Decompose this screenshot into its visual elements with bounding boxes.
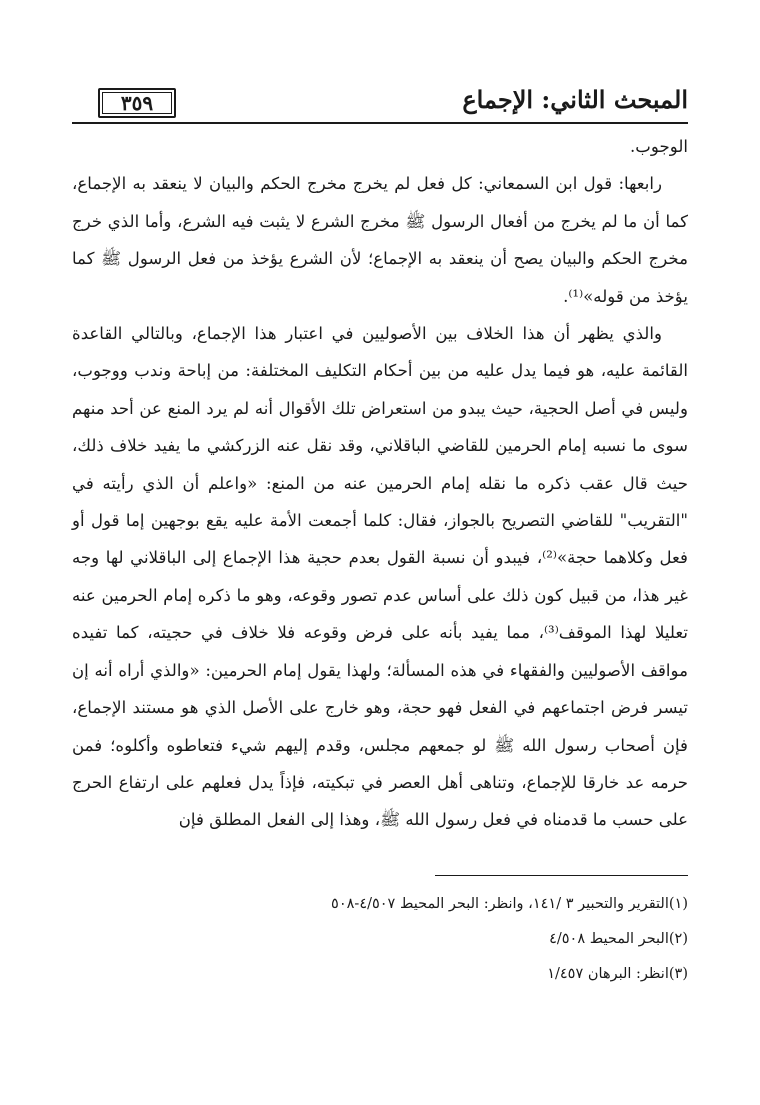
footnote-2: (٢)البحر المحيط ٤/٥٠٨: [549, 931, 688, 947]
main-text: [72, 128, 688, 839]
section-title: المبحث الثاني: الإجماع: [462, 85, 688, 114]
page-number: ٣٥٩: [98, 88, 176, 118]
footnote-divider: [435, 875, 688, 876]
header-divider: [72, 122, 688, 124]
footnote-3: (٣)انظر: البرهان ١/٤٥٧: [547, 966, 688, 982]
paragraph-discussion: والذي يظهر أن هذا الخلاف بين الأصوليين في اعتبار هذا الإجماع، وبالتالي القاعدة القائمة عليه، هو فيما يدل عليه من بين أحكام التكليف المختلفة: من إباحة وندب ووجوب، وليس في أصل الحجية، حيث يبدو من استعراض تلك الأقوال أنه لم يرد المنع عن أحد منهم سوى ما نسبه إمام الحرمين للقاضي الباقلاني، وقد نقل عنه الزركشي ما يفيد خلاف ذلك، حيث قال عقب ذكره ما نقله إمام الحرمين عنه من المنع: «واعلم أن الذي رأيته في "التقريب" للقاضي التصريح بالجواز، فقال: كلما أجمعت الأمة عليه يقع بوجهين إما قول أو فعل وكلاهما حجة»⁽²⁾، فيبدو أن نسبة القول بعدم حجية هذا الإجماع إلى الباقلاني لها وجه غير هذا، من قبيل كون ذلك على أساس عدم تصور وقوعه، وهو ما ذكره إمام الحرمين عنه تعليلا لهذا الموقف⁽³⁾، مما يفيد بأنه على فرض وقوعه فلا خلاف في حجيته، كما تفيده مواقف الأصوليين والفقهاء في هذه المسألة؛ ولهذا يقول إمام الحرمين: «والذي أراه أنه إن تيسر فرض اجتماعهم في الفعل فهو حجة، وهو خارج على الأصل الذي هو مستند الإجماع، فإن أصحاب رسول الله ﷺ لو جمعهم مجلس، وقدم إليهم شيء فتعاطوه وأكلوه؛ فمن حرمه عد خارقا للإجماع، وتناهى أهل العصر في تبكيته، فإذاً يدل فعلهم على ارتفاع الحرج على حسب ما قدمناه في فعل رسول الله ﷺ، وهذا إلى الفعل المطلق فإن: [72, 324, 688, 830]
paragraph-continuation: الوجوب.: [630, 137, 688, 156]
page-header: [72, 82, 688, 122]
footnotes: [72, 887, 688, 992]
paragraph-fourth-opinion: رابعها: قول ابن السمعاني: كل فعل لم يخرج مخرج الحكم والبيان لا ينعقد به الإجماع، كما أن ما لم يخرج من أفعال الرسول ﷺ مخرج الشرع لا يثبت فيه الشرع، وأما الذي خرج مخرج الحكم والبيان يصح أن ينعقد به الإجماع؛ لأن الشرع يؤخذ من فعل الرسول ﷺ كما يؤخذ من قوله»⁽¹⁾.: [72, 174, 688, 306]
footnote-1: (١)التقرير والتحبير ٣ /١٤١، وانظر: البحر المحيط ٤/٥٠٧-٥٠٨: [331, 896, 688, 912]
